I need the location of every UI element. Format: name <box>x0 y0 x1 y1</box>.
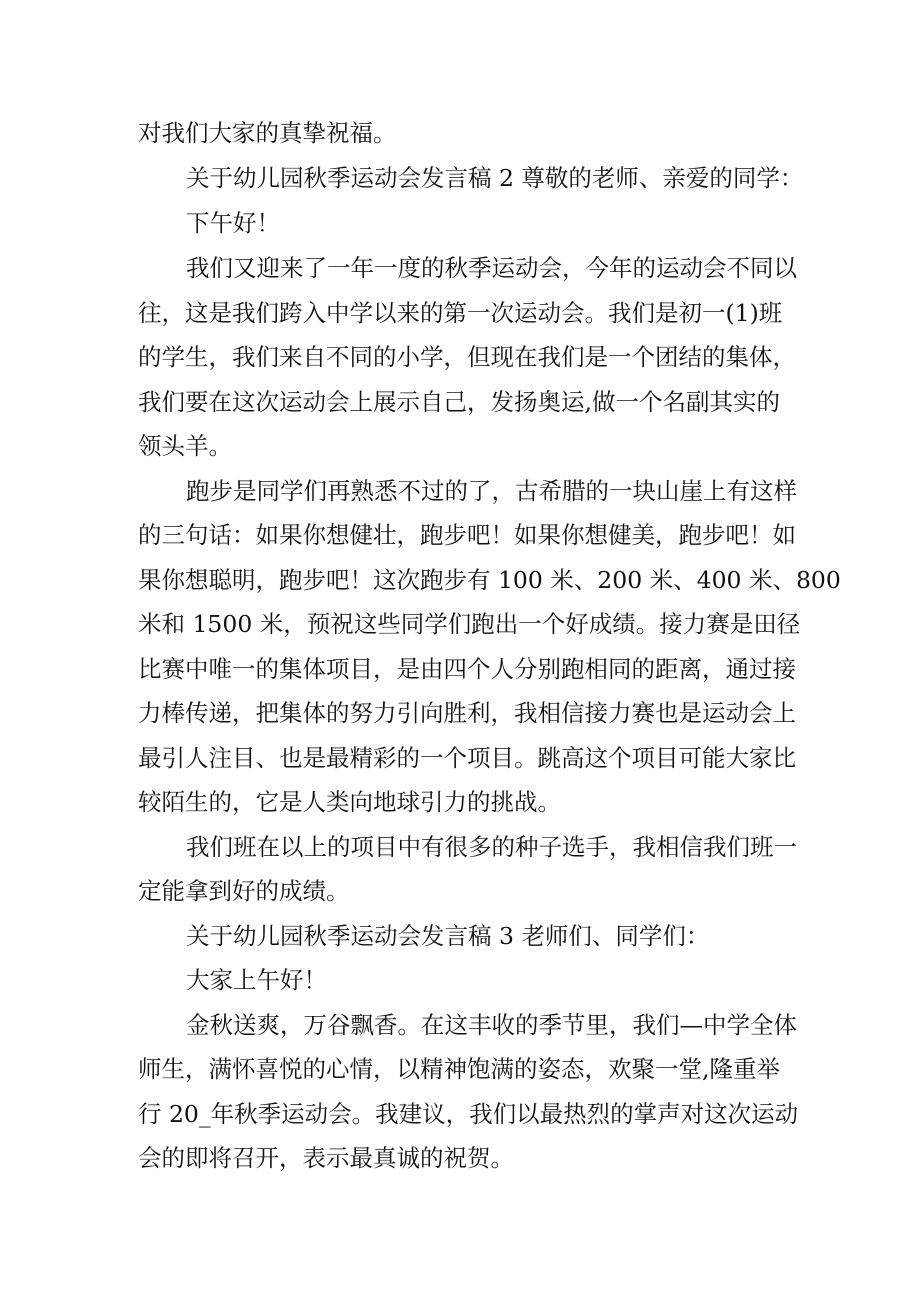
text-line: 我们要在这次运动会上展示自己，发扬奥运,做一个名副其实的 <box>138 388 780 416</box>
greeting-line: 下午好！ <box>186 209 280 237</box>
text-line: 力棒传递，把集体的努力引向胜利，我相信接力赛也是运动会上 <box>138 699 796 727</box>
text-line: 米和 1500 米，预祝这些同学们跑出一个好成绩。接力赛是田径 <box>138 610 801 638</box>
section-heading-3: 关于幼儿园秋季运动会发言稿 3 老师们、同学们： <box>186 922 710 950</box>
text-line: 师生，满怀喜悦的心情，以精神饱满的姿态，欢聚一堂,隆重举 <box>138 1055 780 1083</box>
text-line: 比赛中唯一的集体项目，是由四个人分别跑相同的距离，通过接 <box>138 655 796 683</box>
text-line: 往，这是我们跨入中学以来的第一次运动会。我们是初一(1)班 <box>138 299 783 327</box>
text-line: 最引人注目、也是最精彩的一个项目。跳高这个项目可能大家比 <box>138 744 796 772</box>
text-line: 行 20_年秋季运动会。我建议，我们以最热烈的掌声对这次运动 <box>138 1100 799 1128</box>
text-line: 较陌生的，它是人类向地球引力的挑战。 <box>138 788 561 816</box>
text-line: 果你想聪明，跑步吧！这次跑步有 100 米、200 米、400 米、800 <box>138 566 841 594</box>
text-line: 的学生，我们来自不同的小学，但现在我们是一个团结的集体， <box>138 343 796 371</box>
text-line: 跑步是同学们再熟悉不过的了，古希腊的一块山崖上有这样 <box>186 477 797 505</box>
text-line: 我们又迎来了一年一度的秋季运动会，今年的运动会不同以 <box>186 254 797 282</box>
text-line: 领头羊。 <box>138 432 232 460</box>
text-line: 金秋送爽，万谷飘香。在这丰收的季节里，我们—中学全体 <box>186 1011 797 1039</box>
text-line: 定能拿到好的成绩。 <box>138 877 350 905</box>
text-line: 我们班在以上的项目中有很多的种子选手，我相信我们班一 <box>186 833 797 861</box>
text-line: 对我们大家的真挚祝福。 <box>138 119 397 147</box>
section-heading-2: 关于幼儿园秋季运动会发言稿 2 尊敬的老师、亲爱的同学： <box>186 164 804 192</box>
text-line: 会的即将召开，表示最真诚的祝贺。 <box>138 1144 514 1172</box>
text-line: 的三句话：如果你想健壮，跑步吧！如果你想健美，跑步吧！如 <box>138 521 796 549</box>
greeting-line: 大家上午好！ <box>186 966 327 994</box>
